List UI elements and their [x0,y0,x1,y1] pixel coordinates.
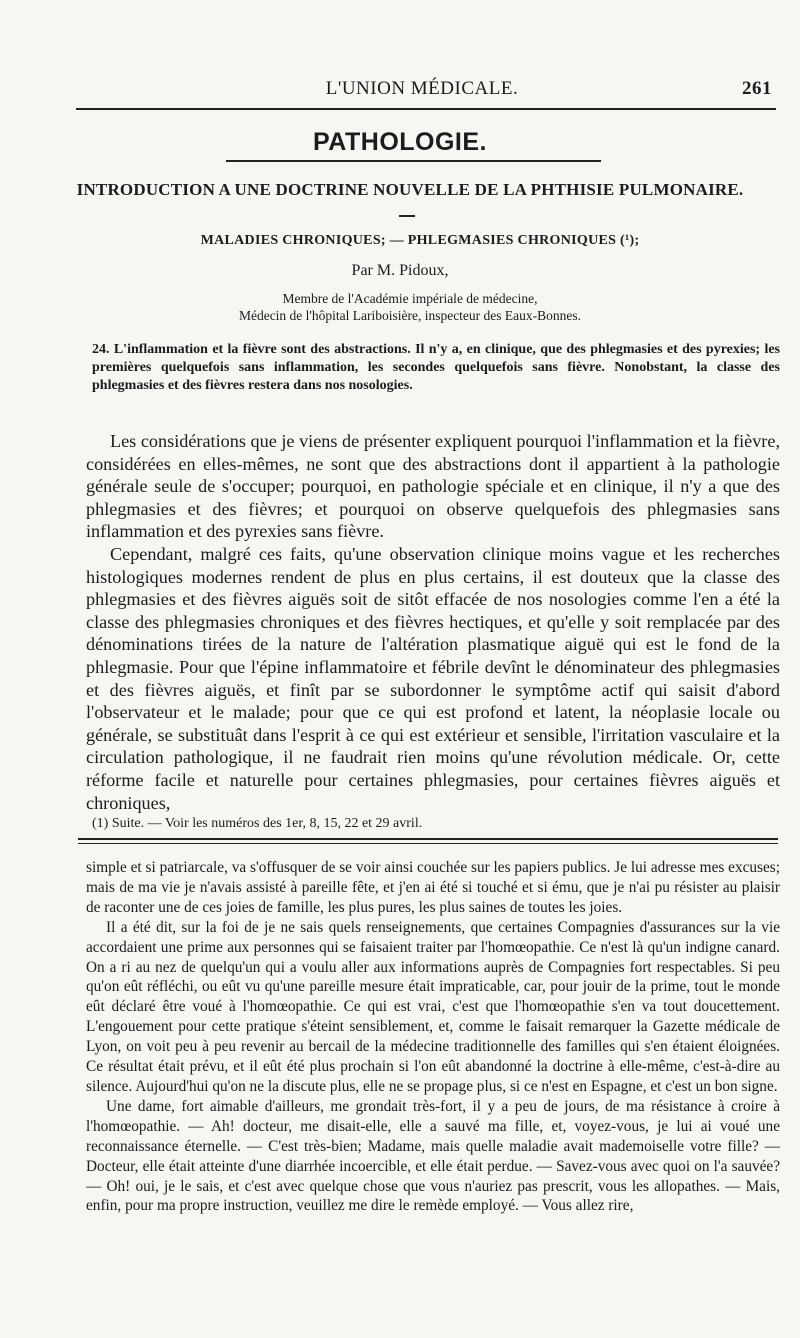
body-paragraph: Les considérations que je viens de présenter expliquent pourquoi l'inflammation et la fièvre, considérées en elles-mêmes, ne sont que des abstractions dont il appartient à la pathologie générale seule de s'occuper; pourquoi, en pathologie spéciale et en clinique, il n'y a que des phlegmasies et des fièvres; et pourquoi on observe quelquefois des phlegmasies sans inflammation et des pyrexies sans fièvre. [86,431,780,542]
author-byline: Par M. Pidoux, [351,262,449,279]
article-subtitle: MALADIES CHRONIQUES; — PHLEGMASIES CHRONIQUES (¹); [200,233,640,248]
title-dash [399,215,415,217]
feuilleton-separator [78,838,778,840]
section-summary: 24. L'inflammation et la fièvre sont des abstractions. Il n'y a, en clinique, que des phlegmasies et des pyrexies; les premières quelquefois sans inflammation, les secondes quelquefois sans fièvre. Nonobstant, la classe des phlegmasies et des fièvres restera dans nos nosologies. [92,342,780,393]
running-head [72,78,772,104]
article-title: INTRODUCTION A UNE DOCTRINE NOUVELLE DE LA PHTHISIE PULMONAIRE. [76,180,744,199]
page-number: 261 [742,78,772,99]
feuilleton-paragraph: Il a été dit, sur la foi de je ne sais quels renseignements, que certaines Compagnies d'assurances sur la vie accordaient une prime aux personnes qui se faisaient traiter par l'homœopathie. Ce n'est là qu'un indigne canard. On a ri au nez de quelqu'un qui a voulu aller aux informations auprès de Compagnies fort respectables. Si peu qu'on eût réfléchi, ou eût vu qu'une pareille mesure était impraticable, car, pour jouir de la prime, tout le monde eût déclaré être voué à l'homœopathie. Ce qui est vrai, c'est que l'homœopathie s'en va tout doucettement. L'engouement pour cette pratique s'éteint sensiblement, et, comme le faisait remarquer la Gazette médicale de Lyon, on voit peu à peu revenir au bercail de la médecine traditionnelle des familles qui s'en étaient éloignées. Ce résultat était prévu, et il eût été plus prochain si l'on eût abandonné la doctrine à elle-même, c'est-à-dire au silence. Aujourd'hui qu'on ne la discute plus, elle ne se propage plus, si ce n'est en Espagne, et c'est un bon signe. [86,918,780,1095]
header-rule [76,108,776,110]
running-title: L'UNION MÉDICALE. [325,78,519,99]
feuilleton-separator-thin [78,843,778,844]
feuilleton-paragraph: simple et si patriarcale, va s'offusquer de se voir ainsi couchée sur les papiers publics. Je lui adresse mes excuses; mais de ma vie je n'avais assisté à pareille fête, et j'en ai été si touché et si ému, que je n'ai pu résister au plaisir de raconter une de ces joies de famille, les plus pures, les plus saines de toutes les joies. [86,859,780,916]
feuilleton-paragraph: Une dame, fort aimable d'ailleurs, me grondait très-fort, il y a peu de jours, de ma résistance à croire à l'homœopathie. — Ah! docteur, me disait-elle, elle a sauvé ma fille, et, voyez-vous, je lui ai voué une reconnaissance éternelle. — C'est très-bien; Madame, mais quelle maladie avait mademoiselle votre fille? — Docteur, elle était atteinte d'une diarrhée incoercible, et elle était perdue. — Savez-vous avec quoi on l'a sauvée? — Oh! oui, je le sais, et c'est avec quelque chose que vous n'auriez pas prescrit, vous les allopathes. — Mais, enfin, pour ma propre instruction, veuillez me dire le remède employé. — Vous allez rire, [86,1097,780,1215]
section-title-rule [226,160,601,162]
feuilleton-text [86,858,780,1216]
article-body [86,430,780,814]
section-title: PATHOLOGIE. [312,128,488,156]
footnote: (1) Suite. — Voir les numéros des 1er, 8, 15, 22 et 29 avril. [92,816,423,831]
author-affiliation-1: Membre de l'Académie impériale de médecine, [282,291,538,306]
body-paragraph: Cependant, malgré ces faits, qu'une observation clinique moins vague et les recherches histologiques modernes rendent de plus en plus certains, il est douteux que la classe des phlegmasies et des fièvres aiguës soit de sitôt effacée de nos nosologies comme l'en a été la classe des phlegmasies chroniques et des fièvres hectiques, et qu'elle y soit remplacée par des dénominations tirées de la nature de l'altération plasmatique aiguë qui est le fond de la phlegmasie. Pour que l'épine inflammatoire et fébrile devînt le dénominateur des phlegmasies et des fièvres aiguës, et finît par se subordonner le symptôme actif qui saisit d'abord l'observateur et le malade; pour que ce qui est profond et latent, la néoplasie locale ou générale, se substituât dans l'esprit à ce qui est extérieur et sensible, l'irritation vasculaire et la circulation pathologique, il ne faudrait rien moins qu'une révolution médicale. Or, cette réforme facile et naturelle pour certaines phlegmasies, pour certaines fièvres aiguës et chroniques, [86,543,780,813]
author-affiliation-2: Médecin de l'hôpital Lariboisière, inspecteur des Eaux-Bonnes. [238,308,582,323]
